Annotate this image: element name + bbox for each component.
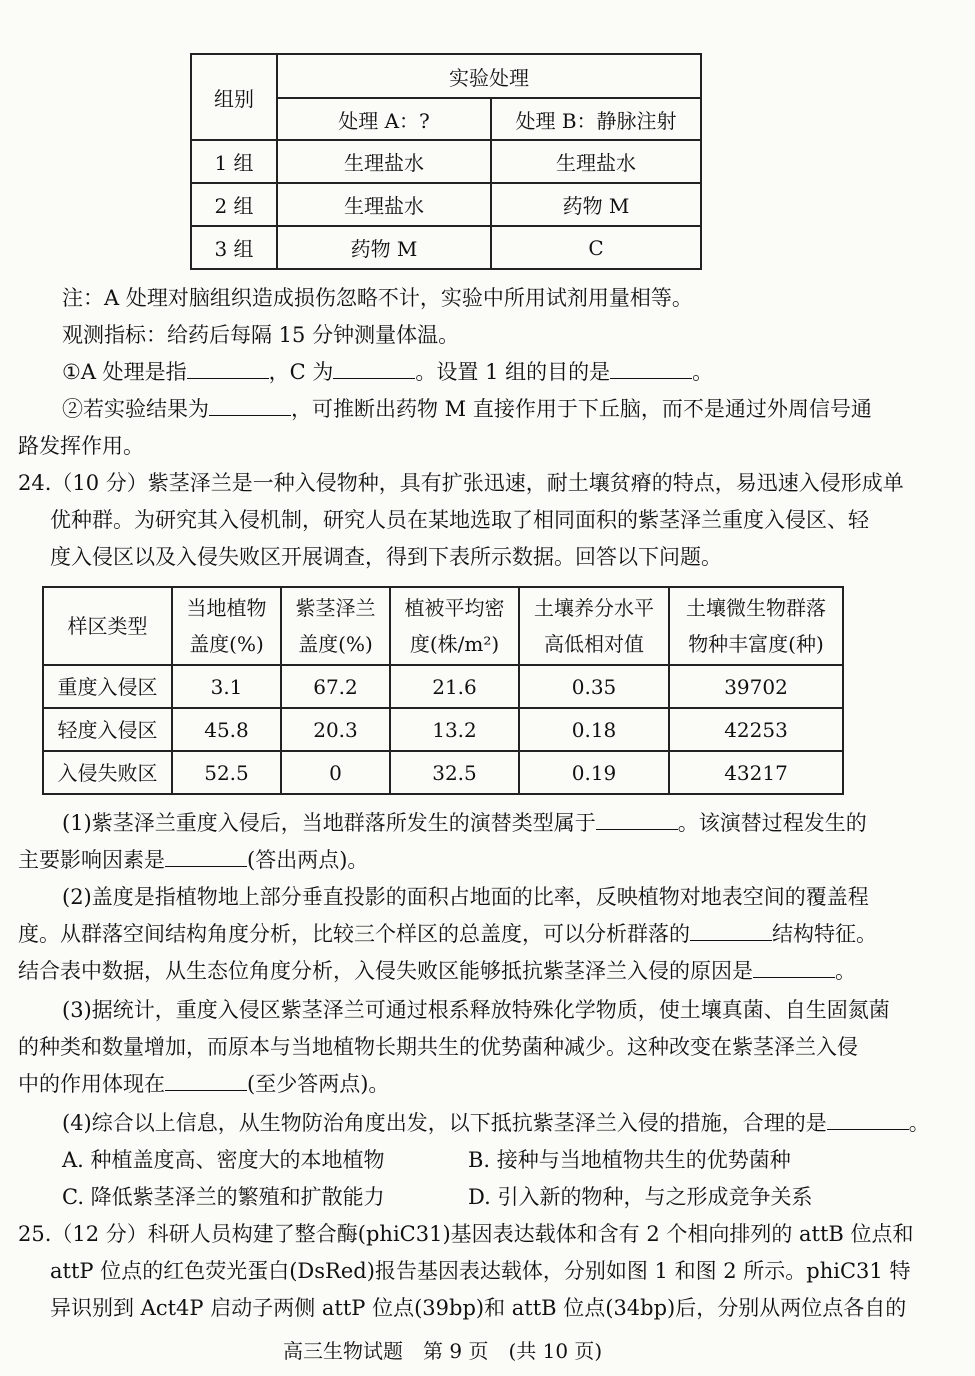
table-cell: 入侵失败区	[43, 751, 172, 794]
table-cell: C	[491, 226, 701, 269]
option-c[interactable]: C. 降低紫茎泽兰的繁殖和扩散能力	[62, 1185, 385, 1209]
note-text: 注：A 处理对脑组织造成损伤忽略不计，实验中所用试剂用量相等。	[62, 286, 693, 310]
text: 。该演替过程发生的	[677, 811, 867, 835]
header-treatment-a: 处理 A：?	[277, 98, 491, 140]
q24-p3-line-2: 的种类和数量增加，而原本与当地植物长期共生的优势菌种减少。这种改变在紫茎泽兰入侵	[18, 1035, 858, 1059]
page-footer: 高三生物试题 第 9 页 (共 10 页)	[283, 1339, 603, 1363]
table-cell: 43217	[669, 751, 843, 794]
text: 结构特征。	[772, 922, 877, 946]
q24-p2-line-1: (2)盖度是指植物地上部分垂直投影的面积占地面的比率，反映植物对地表空间的覆盖程	[62, 885, 869, 909]
text: 。	[908, 1111, 930, 1135]
option-d[interactable]: D. 引入新的物种，与之形成竞争关系	[468, 1185, 813, 1209]
text: 主要影响因素是	[18, 848, 165, 872]
table-cell: 生理盐水	[277, 140, 491, 183]
answer-blank[interactable]	[596, 809, 678, 830]
text: 度。从群落空间结构角度分析，比较三个样区的总盖度，可以分析群落的	[18, 922, 690, 946]
answer-blank[interactable]	[165, 1070, 247, 1091]
header-treatment-b: 处理 B：静脉注射	[491, 98, 701, 140]
table-cell: 生理盐水	[277, 183, 491, 226]
text: 紫茎泽兰	[295, 596, 376, 620]
q25-line-2: attP 位点的红色荧光蛋白(DsRed)报告基因表达载体，分别如图 1 和图 2 所示。phiC31 特	[50, 1259, 911, 1283]
q23-line-3: 路发挥作用。	[18, 434, 144, 458]
text: 中的作用体现在	[18, 1072, 165, 1096]
header-cell	[390, 587, 519, 665]
table-cell: 39702	[669, 665, 843, 708]
table-cell: 0.18	[519, 708, 669, 751]
text: 。	[835, 959, 856, 983]
text: ②若实验结果为	[62, 397, 209, 421]
table-cell: 67.2	[281, 665, 390, 708]
answer-blank[interactable]	[827, 1109, 909, 1130]
table-cell: 13.2	[390, 708, 519, 751]
survey-table	[42, 586, 844, 795]
text: 当地植物	[186, 596, 267, 620]
text: ，可推断出药物 M 直接作用于下丘脑，而不是通过外周信号通	[291, 397, 872, 421]
q24-intro-1: 24.（10 分）紫茎泽兰是一种入侵物种，具有扩张迅速，耐土壤贫瘠的特点，易迅速入侵形成单	[18, 471, 904, 495]
text: 盖度(%)	[189, 632, 264, 656]
text: ，C 为	[268, 360, 334, 384]
answer-blank[interactable]	[753, 957, 835, 978]
table-cell: 药物 M	[277, 226, 491, 269]
q24-p4-line	[62, 1108, 930, 1138]
text: 结合表中数据，从生态位角度分析，入侵失败区能够抵抗紫茎泽兰入侵的原因是	[18, 959, 753, 983]
table-cell: 0.35	[519, 665, 669, 708]
q25-line-3: 异识别到 Act4P 启动子两侧 attP 位点(39bp)和 attB 位点(34bp)后，分别从两位点各自的	[50, 1296, 907, 1320]
table-cell: 药物 M	[491, 183, 701, 226]
header-cell	[172, 587, 281, 665]
table-cell: 32.5	[390, 751, 519, 794]
header-group: 组别	[191, 54, 277, 140]
answer-blank[interactable]	[187, 358, 269, 379]
answer-blank[interactable]	[209, 395, 291, 416]
q24-intro-3: 度入侵区以及入侵失败区开展调查，得到下表所示数据。回答以下问题。	[50, 545, 722, 569]
q24-p3-line-1: (3)据统计，重度入侵区紫茎泽兰可通过根系释放特殊化学物质，使土壤真菌、自生固氮菌	[62, 998, 890, 1022]
text: 土壤微生物群落	[686, 596, 826, 620]
header-cell	[43, 587, 172, 665]
answer-blank[interactable]	[165, 846, 247, 867]
table-cell: 21.6	[390, 665, 519, 708]
text: 植被平均密	[404, 596, 505, 620]
text: 土壤养分水平	[534, 596, 654, 620]
text: 样区类型	[67, 614, 148, 638]
text: 。	[692, 360, 714, 384]
answer-blank[interactable]	[610, 358, 692, 379]
option-a[interactable]: A. 种植盖度高、密度大的本地植物	[62, 1148, 385, 1172]
q24-p2-line-2	[18, 919, 877, 949]
text: (至少答两点)。	[247, 1072, 390, 1096]
text: 盖度(%)	[298, 632, 373, 656]
indicator-text: 观测指标：给药后每隔 15 分钟测量体温。	[62, 323, 460, 347]
q24-p1-line-2	[18, 845, 368, 875]
table-cell: 52.5	[172, 751, 281, 794]
table-cell: 3.1	[172, 665, 281, 708]
answer-blank[interactable]	[690, 920, 772, 941]
table-cell: 轻度入侵区	[43, 708, 172, 751]
text: 高低相对值	[544, 632, 644, 656]
experiment-table	[190, 53, 702, 270]
q24-p3-line-3	[18, 1069, 389, 1099]
text: (4)综合以上信息，从生物防治角度出发，以下抵抗紫茎泽兰入侵的措施，合理的是	[62, 1111, 827, 1135]
text: (1)紫茎泽兰重度入侵后，当地群落所发生的演替类型属于	[62, 811, 596, 835]
table-cell: 0.19	[519, 751, 669, 794]
text: ①A 处理是指	[62, 360, 187, 384]
text: 度(株/m²)	[409, 632, 500, 656]
table-cell: 0	[281, 751, 390, 794]
header-experiment: 实验处理	[277, 54, 701, 98]
q25-line-1: 25.（12 分）科研人员构建了整合酶(phiC31)基因表达载体和含有 2 个相向排列的 attB 位点和	[18, 1222, 914, 1246]
q24-p1-line-1	[62, 808, 867, 838]
text: 。设置 1 组的目的是	[415, 360, 611, 384]
table-cell: 45.8	[172, 708, 281, 751]
table-cell: 1 组	[191, 140, 277, 183]
q24-p2-line-3	[18, 956, 856, 986]
table-cell: 20.3	[281, 708, 390, 751]
answer-blank[interactable]	[333, 358, 415, 379]
text: 物种丰富度(种)	[688, 632, 824, 656]
table-cell: 生理盐水	[491, 140, 701, 183]
text: (答出两点)。	[247, 848, 369, 872]
q24-intro-2: 优种群。为研究其入侵机制，研究人员在某地选取了相同面积的紫茎泽兰重度入侵区、轻	[50, 508, 869, 532]
table-cell: 3 组	[191, 226, 277, 269]
table-cell: 42253	[669, 708, 843, 751]
header-cell	[281, 587, 390, 665]
header-cell	[669, 587, 843, 665]
option-b[interactable]: B. 接种与当地植物共生的优势菌种	[468, 1148, 791, 1172]
header-cell	[519, 587, 669, 665]
table-cell: 2 组	[191, 183, 277, 226]
table-cell: 重度入侵区	[43, 665, 172, 708]
q23-line-1	[62, 357, 713, 387]
q23-line-2	[62, 394, 872, 424]
